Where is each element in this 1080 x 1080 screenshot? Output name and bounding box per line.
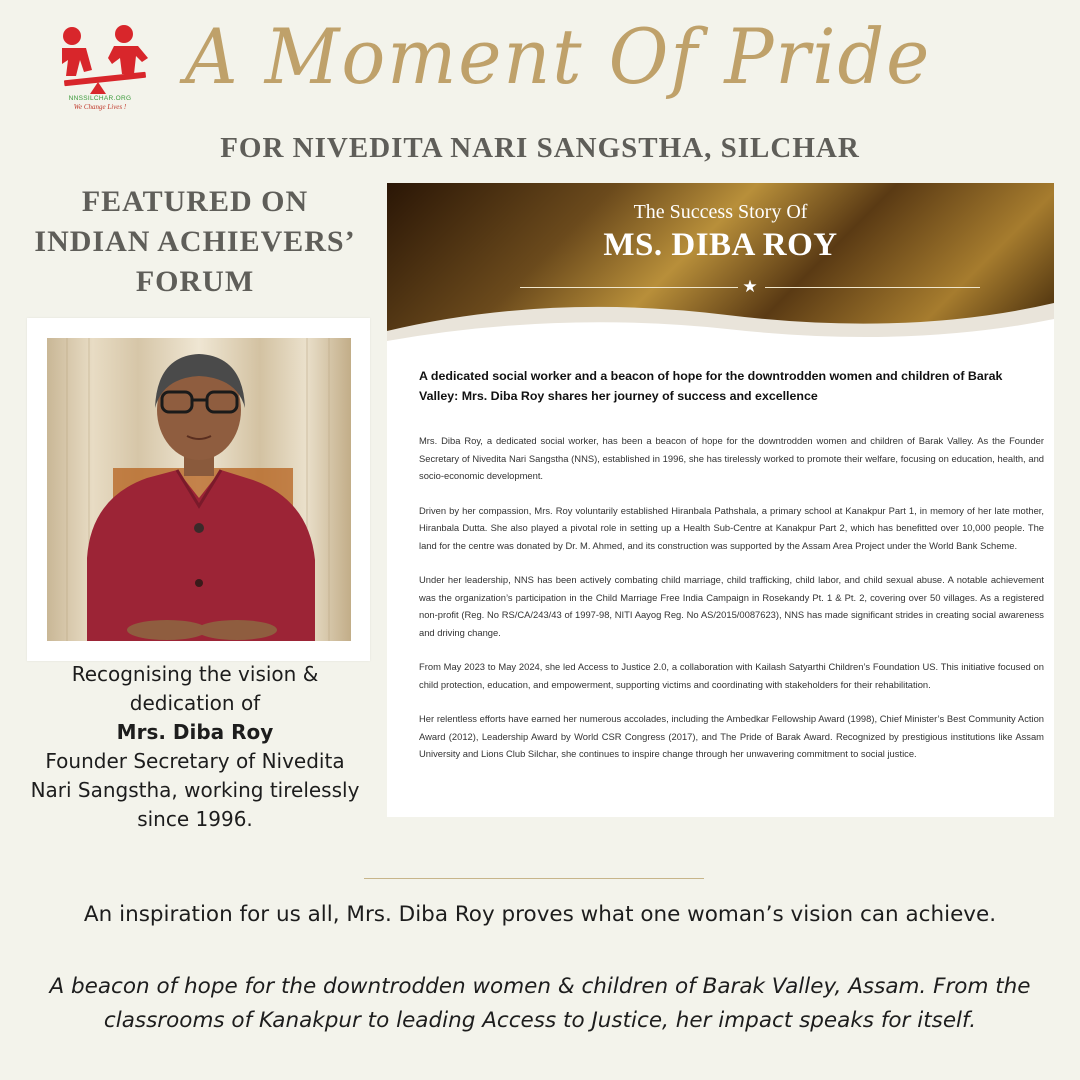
beacon-text: A beacon of hope for the downtrodden women & children of Barak Valley, Assam. From the classrooms of Kanakpur to leading Access to Justice, her impact speaks for itself. <box>49 974 1031 1033</box>
divider-line-right <box>765 287 980 288</box>
inspiration-text: An inspiration for us all, Mrs. Diba Roy proves what one woman’s vision can achieve. <box>83 902 997 927</box>
caption-line-4: Nari Sangstha, working tirelessly <box>30 778 360 802</box>
article-body <box>419 366 1044 780</box>
article-pretitle: The Success Story Of <box>633 201 808 223</box>
two-figures-seesaw-icon <box>58 24 154 98</box>
banner-wave <box>387 293 1054 353</box>
page-title <box>185 12 945 122</box>
section-divider <box>364 878 704 879</box>
page-title-text: A Moment Of Pride <box>185 12 932 101</box>
article-paragraph-2: Driven by her compassion, Mrs. Roy voluntarily established Hiranbala Pathshala, a primary school at Kanakpur Part 1, in memory of her late mother, Hiranbala Dutta. She also played a pivotal role in setting up a Health Sub-Centre at Kanakpur Part 2, which has benefitted over 10,000 people. The land for the centre was donated by Dr. M. Ahmed, and its construction was supported by the Assam Area Project under the World Bank Scheme. <box>419 504 1044 551</box>
article-name: MS. DIBA ROY <box>603 227 838 263</box>
article-paragraph-1: Mrs. Diba Roy, a dedicated social worker, has been a beacon of hope for the downtrodden women and children of Barak Valley. As the Founder Secretary of Nivedita Nari Sangstha (NNS), established in 1996, she has tirelessly worked to promote their welfare, focusing on education, health, and socio-economic development. <box>419 435 1044 481</box>
logo-url: NNSSILCHAR.ORG <box>68 95 132 102</box>
article-paragraph-3: Under her leadership, NNS has been actively combating child marriage, child trafficking, child labor, and child sexual abuse. A notable achievement was the organization’s participation in the Child Marriage Free India Campaign in Rosekandy Pt. 1 & Pt. 2, covering over 50 villages. As a registered non-profit (Reg. No RS/CA/243/43 of 1997-98, NITI Aayog Reg. No AS/2015/0087623), NNS has made significant strides in creating social awareness and driving change. <box>419 574 1044 638</box>
featured-line-2: INDIAN ACHIEVERS’ <box>34 225 356 258</box>
featured-line-1: FEATURED ON <box>81 185 309 218</box>
caption-line-1: Recognising the vision & <box>71 662 319 686</box>
caption-name: Mrs. Diba Roy <box>116 720 274 744</box>
article-paragraph-5: Her relentless efforts have earned her numerous accolades, including the Ambedkar Fellowship Award (1998), Chief Minister’s Best Community Action Award (2012), Leadership Award by World CSR Congress (2017), and The Pride of Barak Award. Recognized by prestigious institutions like Assam University and Lions Club Silchar, she continues to inspire change through her unwavering commitment to social justice. <box>419 713 1044 759</box>
page-subtitle: FOR NIVEDITA NARI SANGSTHA, SILCHAR <box>220 132 860 164</box>
article-card <box>387 183 1054 817</box>
star-icon: ★ <box>742 277 758 296</box>
article-lead: A dedicated social worker and a beacon of hope for the downtrodden women and children of Barak Valley: Mrs. Diba Roy shares her journey of success and excellence <box>419 369 1003 403</box>
caption-line-5: since 1996. <box>137 807 253 831</box>
portrait-photo <box>47 338 351 641</box>
logo-tagline: We Change Lives ! <box>73 103 127 111</box>
divider-line-left <box>520 287 738 288</box>
caption-line-3: Founder Secretary of Nivedita <box>45 749 345 773</box>
article-paragraph-4: From May 2023 to May 2024, she led Access to Justice 2.0, a collaboration with Kailash Satyarthi Children’s Foundation US. This initiative focused on child protection, education, and empowerment, supporting victims and coordinating with stakeholders for their rehabilitation. <box>419 661 1044 690</box>
caption-line-2: dedication of <box>129 691 261 715</box>
portrait-frame <box>27 318 370 661</box>
featured-heading <box>22 182 368 302</box>
featured-line-3: FORUM <box>135 265 255 298</box>
portrait-caption <box>22 660 368 834</box>
